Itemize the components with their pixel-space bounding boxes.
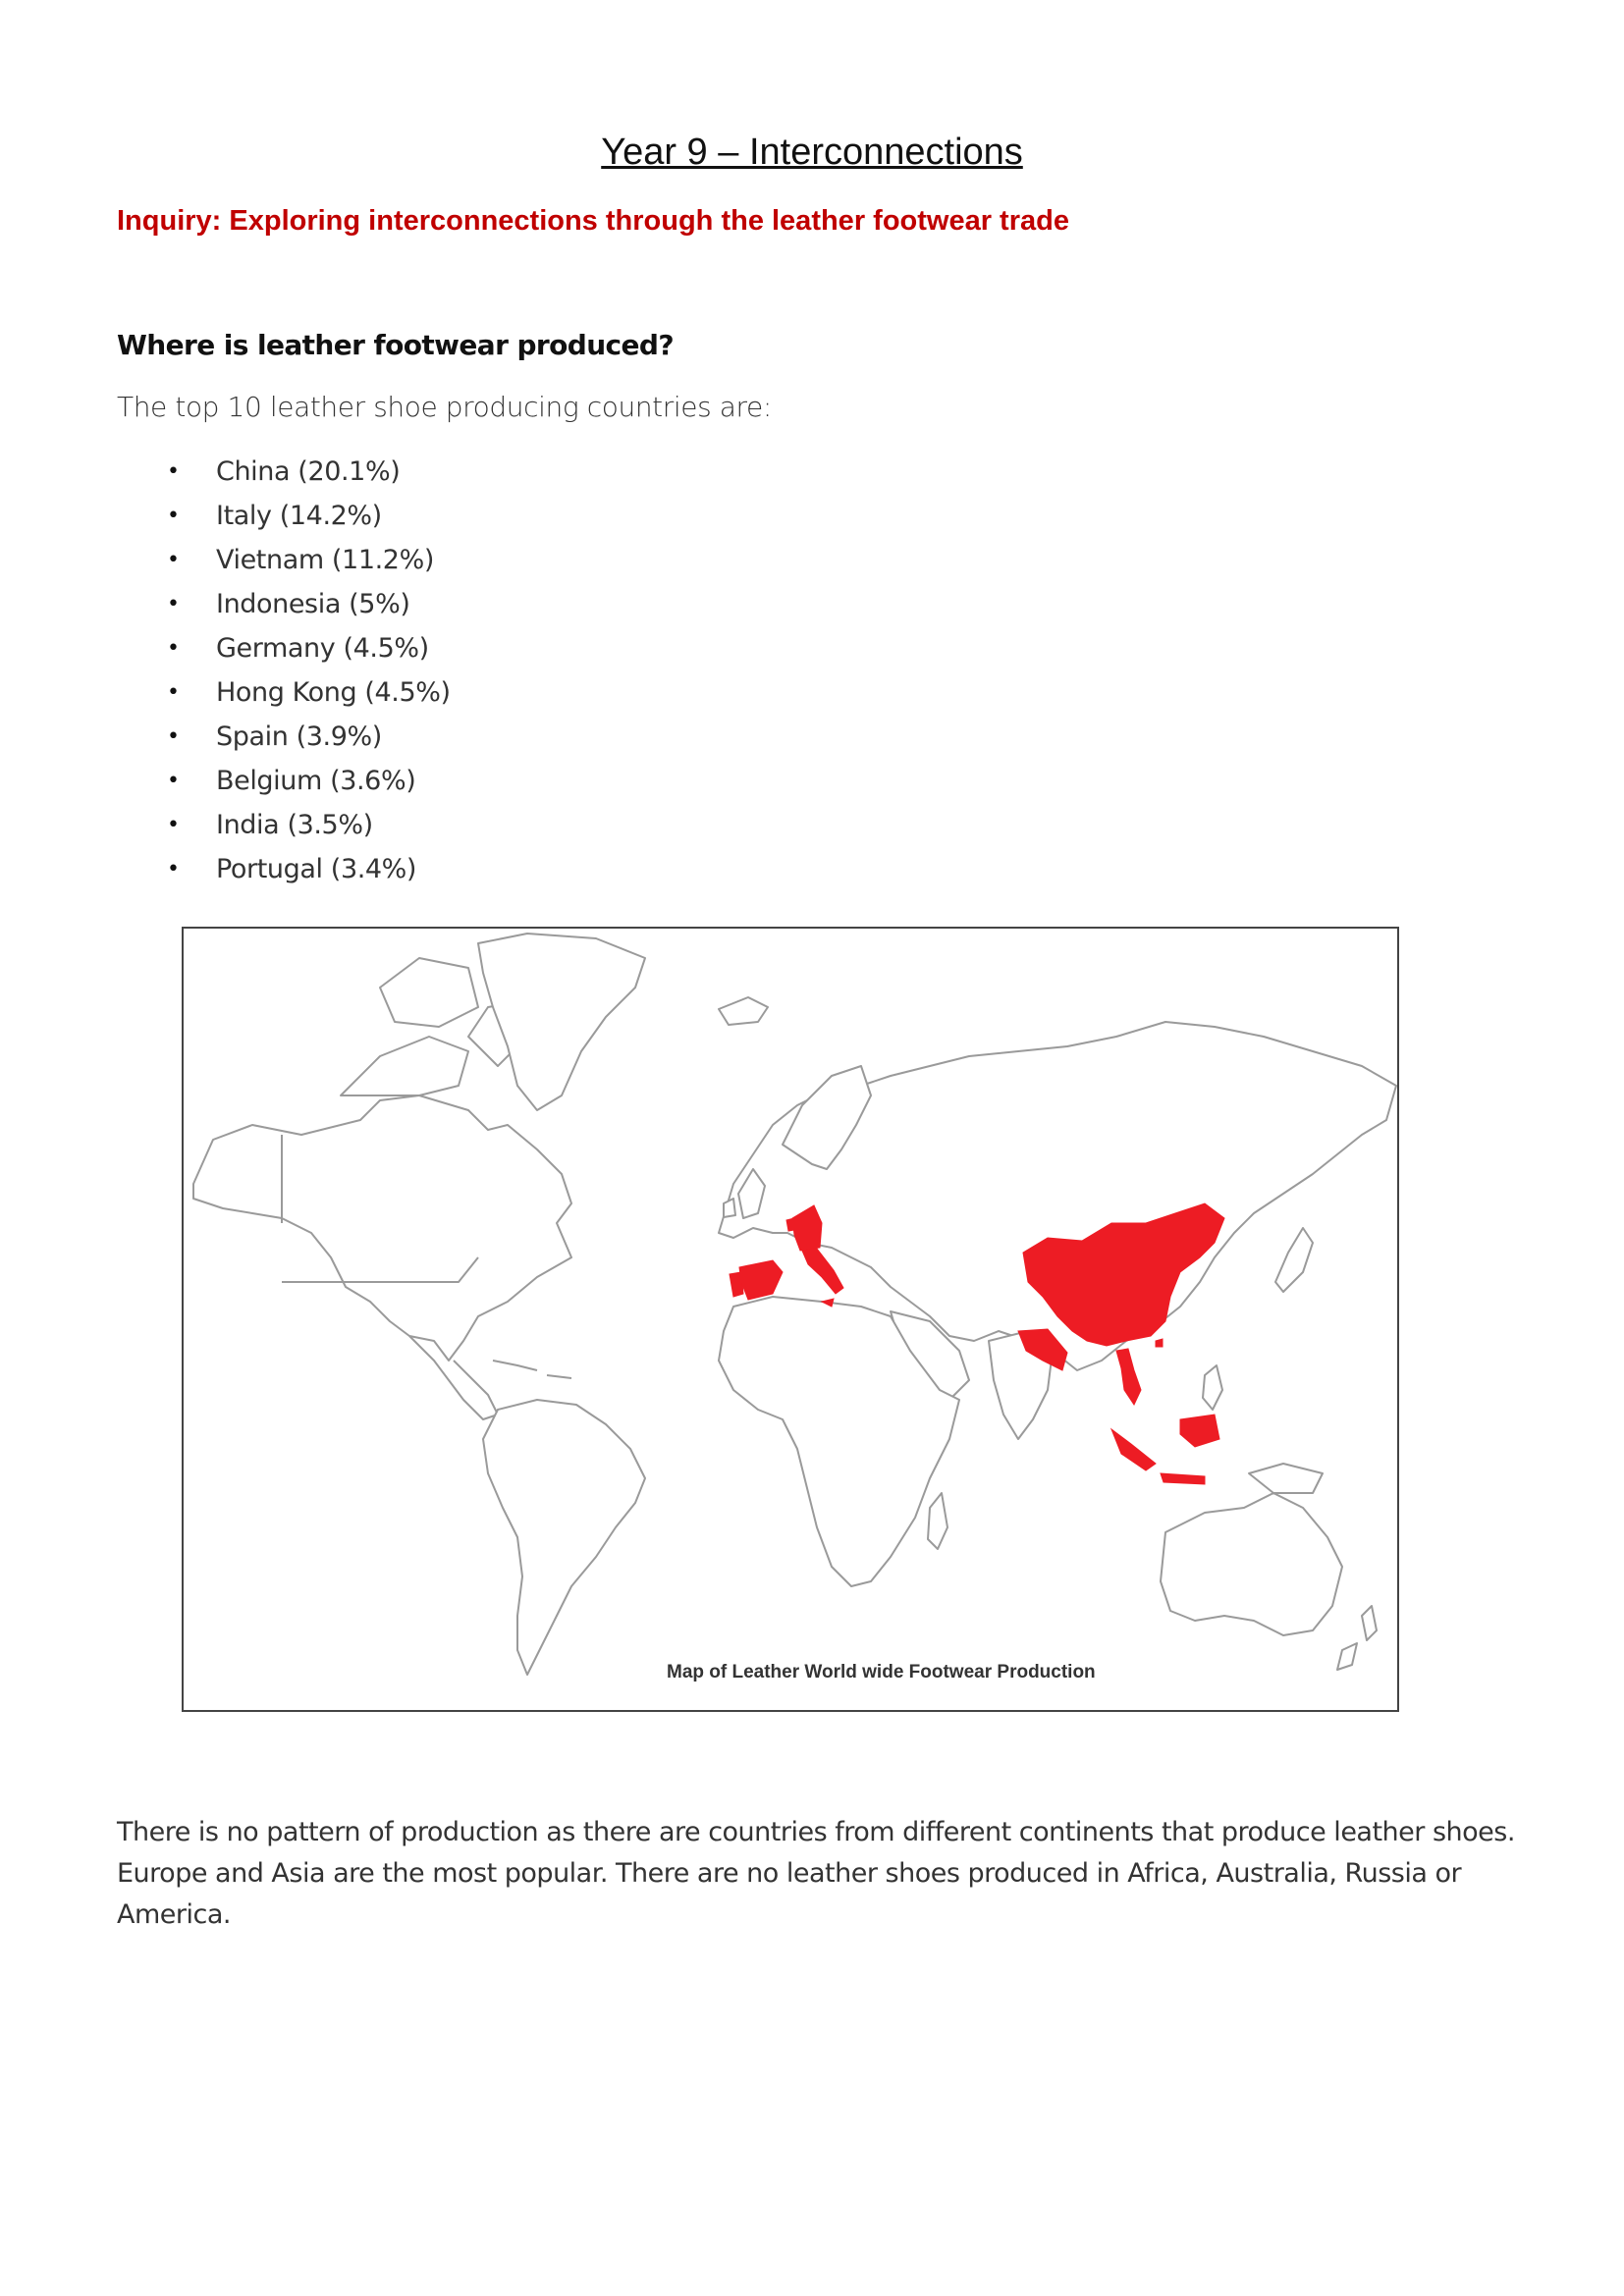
list-item <box>167 626 451 670</box>
bullet-icon: • <box>167 813 180 837</box>
list-item <box>167 670 451 715</box>
bullet-icon: • <box>167 459 180 484</box>
highlight-spain <box>739 1260 783 1300</box>
highlight-hong-kong <box>1156 1339 1163 1347</box>
producer-label: China (20.1%) <box>216 456 401 487</box>
bullet-icon: • <box>167 548 180 572</box>
producer-label: Vietnam (11.2%) <box>216 545 434 575</box>
bullet-icon: • <box>167 504 180 528</box>
north-america-outline <box>193 1095 571 1361</box>
producer-label: Germany (4.5%) <box>216 633 429 664</box>
bullet-icon: • <box>167 592 180 616</box>
highlight-italy <box>802 1249 843 1307</box>
highlight-vietnam <box>1116 1349 1141 1405</box>
producer-label: Indonesia (5%) <box>216 589 410 619</box>
caribbean-outline <box>493 1361 571 1378</box>
list-item <box>167 803 451 847</box>
list-item <box>167 582 451 626</box>
list-item <box>167 759 451 803</box>
section-question: Where is leather footwear produced? <box>117 329 675 361</box>
bullet-icon: • <box>167 857 180 881</box>
inquiry-heading: Inquiry: Exploring interconnections through the leather footwear trade <box>117 205 1069 237</box>
producer-label: Hong Kong (4.5%) <box>216 677 451 708</box>
bullet-icon: • <box>167 769 180 793</box>
list-item <box>167 538 451 582</box>
new-zealand-outline <box>1337 1606 1377 1670</box>
world-map-figure <box>182 927 1399 1712</box>
bullet-icon: • <box>167 680 180 705</box>
list-item <box>167 847 451 891</box>
australia-outline <box>1161 1493 1342 1635</box>
philippines-outline <box>1203 1365 1222 1410</box>
producer-label: Italy (14.2%) <box>216 501 382 531</box>
south-america-outline <box>483 1400 645 1675</box>
bullet-icon: • <box>167 636 180 661</box>
producer-label: Portugal (3.4%) <box>216 854 417 884</box>
list-item <box>167 494 451 538</box>
highlight-indonesia <box>1111 1415 1219 1484</box>
bullet-icon: • <box>167 724 180 749</box>
producer-label: Spain (3.9%) <box>216 721 382 752</box>
greenland-outline <box>478 934 645 1110</box>
producer-label: Belgium (3.6%) <box>216 766 416 796</box>
iceland-outline <box>719 997 768 1025</box>
japan-outline <box>1275 1228 1313 1292</box>
map-outlines <box>193 934 1396 1675</box>
producer-list <box>167 450 451 891</box>
madagascar-outline <box>928 1493 947 1549</box>
producer-label: India (3.5%) <box>216 810 373 840</box>
world-map <box>184 929 1399 1712</box>
intro-text: The top 10 leather shoe producing countries are: <box>117 391 772 423</box>
list-item <box>167 450 451 494</box>
page-title: Year 9 – Interconnections <box>601 132 1023 173</box>
map-caption: Map of Leather World wide Footwear Production <box>667 1662 1096 1682</box>
new-guinea-outline <box>1249 1464 1323 1493</box>
conclusion-text: There is no pattern of production as there are countries from different continents that produce leather shoes. Europe and Asia are the most popular. There are no leather shoes produced in Africa, Australia, Russia or America. <box>117 1817 1515 1930</box>
list-item <box>167 715 451 759</box>
